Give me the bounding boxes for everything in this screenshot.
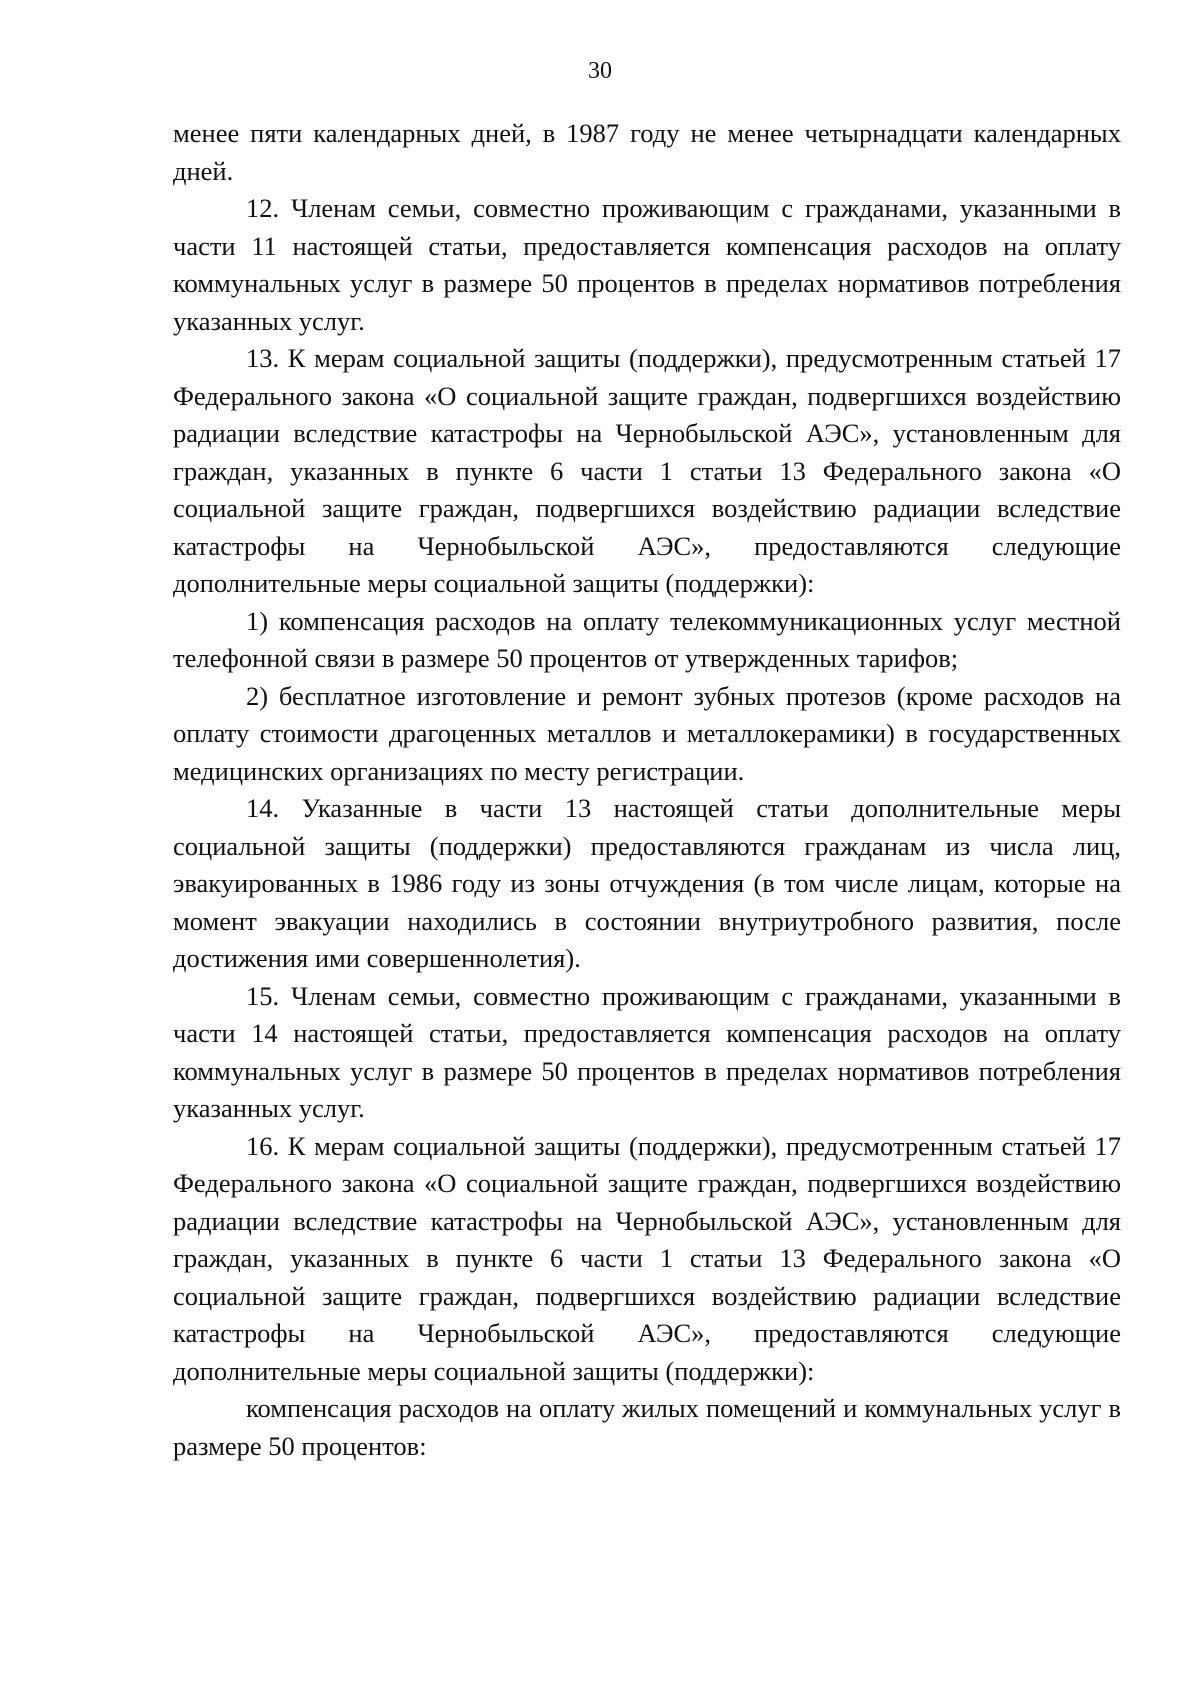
paragraph-part-14: 14. Указанные в части 13 настоящей статьи дополнительные меры социальной защиты (поддержки) предоставляются гражданам из числа лиц, эвакуированных в 1986 году из зоны отчуждения (в том числе лицам, которые на момент эвакуации находились в состоянии внутриутробного развития, после достижения ими совершеннолетия). — [173, 793, 1121, 973]
paragraph-part-16: 16. К мерам социальной защиты (поддержки), предусмотренным статьей 17 Федерального закона «О социальной защите граждан, подвергшихся воздействию радиации вследствие катастрофы на Чернобыльской АЭС», установленным для граждан, указанных в пункте 6 части 1 статьи 13 Федерального закона «О социальной защите граждан, подвергшихся воздействию радиации вследствие катастрофы на Чернобыльской АЭС», предоставляются следующие дополнительные меры социальной защиты (поддержки): — [173, 1130, 1121, 1386]
paragraph-continuation: менее пяти календарных дней, в 1987 году не менее четырнадцати календарных дней. — [173, 118, 1121, 186]
page-number: 30 — [588, 58, 612, 84]
paragraph-part-13-item-2: 2) бесплатное изготовление и ремонт зубных протезов (кроме расходов на оплату стоимости драгоценных металлов и металлокерамики) в государственных медицинских организациях по месту регистрации. — [173, 680, 1121, 786]
paragraph-part-13: 13. К мерам социальной защиты (поддержки), предусмотренным статьей 17 Федерального закона «О социальной защите граждан, подвергшихся воздействию радиации вследствие катастрофы на Чернобыльской АЭС», установленным для граждан, указанных в пункте 6 части 1 статьи 13 Федерального закона «О социальной защите граждан, подвергшихся воздействию радиации вследствие катастрофы на Чернобыльской АЭС», предоставляются следующие дополнительные меры социальной защиты (поддержки): — [173, 343, 1121, 598]
paragraph-part-12: 12. Членам семьи, совместно проживающим с гражданами, указанными в части 11 настоящей статьи, предоставляется компенсация расходов на оплату коммунальных услуг в размере 50 процентов в пределах нормативов потребления указанных услуг. — [173, 193, 1121, 336]
paragraph-part-16-item: компенсация расходов на оплату жилых помещений и коммунальных услуг в размере 50 процентов: — [173, 1393, 1121, 1461]
paragraph-part-13-item-1: 1) компенсация расходов на оплату телекоммуникационных услуг местной телефонной связи в размере 50 процентов от утвержденных тарифов; — [173, 605, 1121, 673]
document-body — [173, 115, 1121, 1465]
paragraph-part-15: 15. Членам семьи, совместно проживающим с гражданами, указанными в части 14 настоящей статьи, предоставляется компенсация расходов на оплату коммунальных услуг в размере 50 процентов в пределах нормативов потребления указанных услуг. — [173, 980, 1121, 1123]
